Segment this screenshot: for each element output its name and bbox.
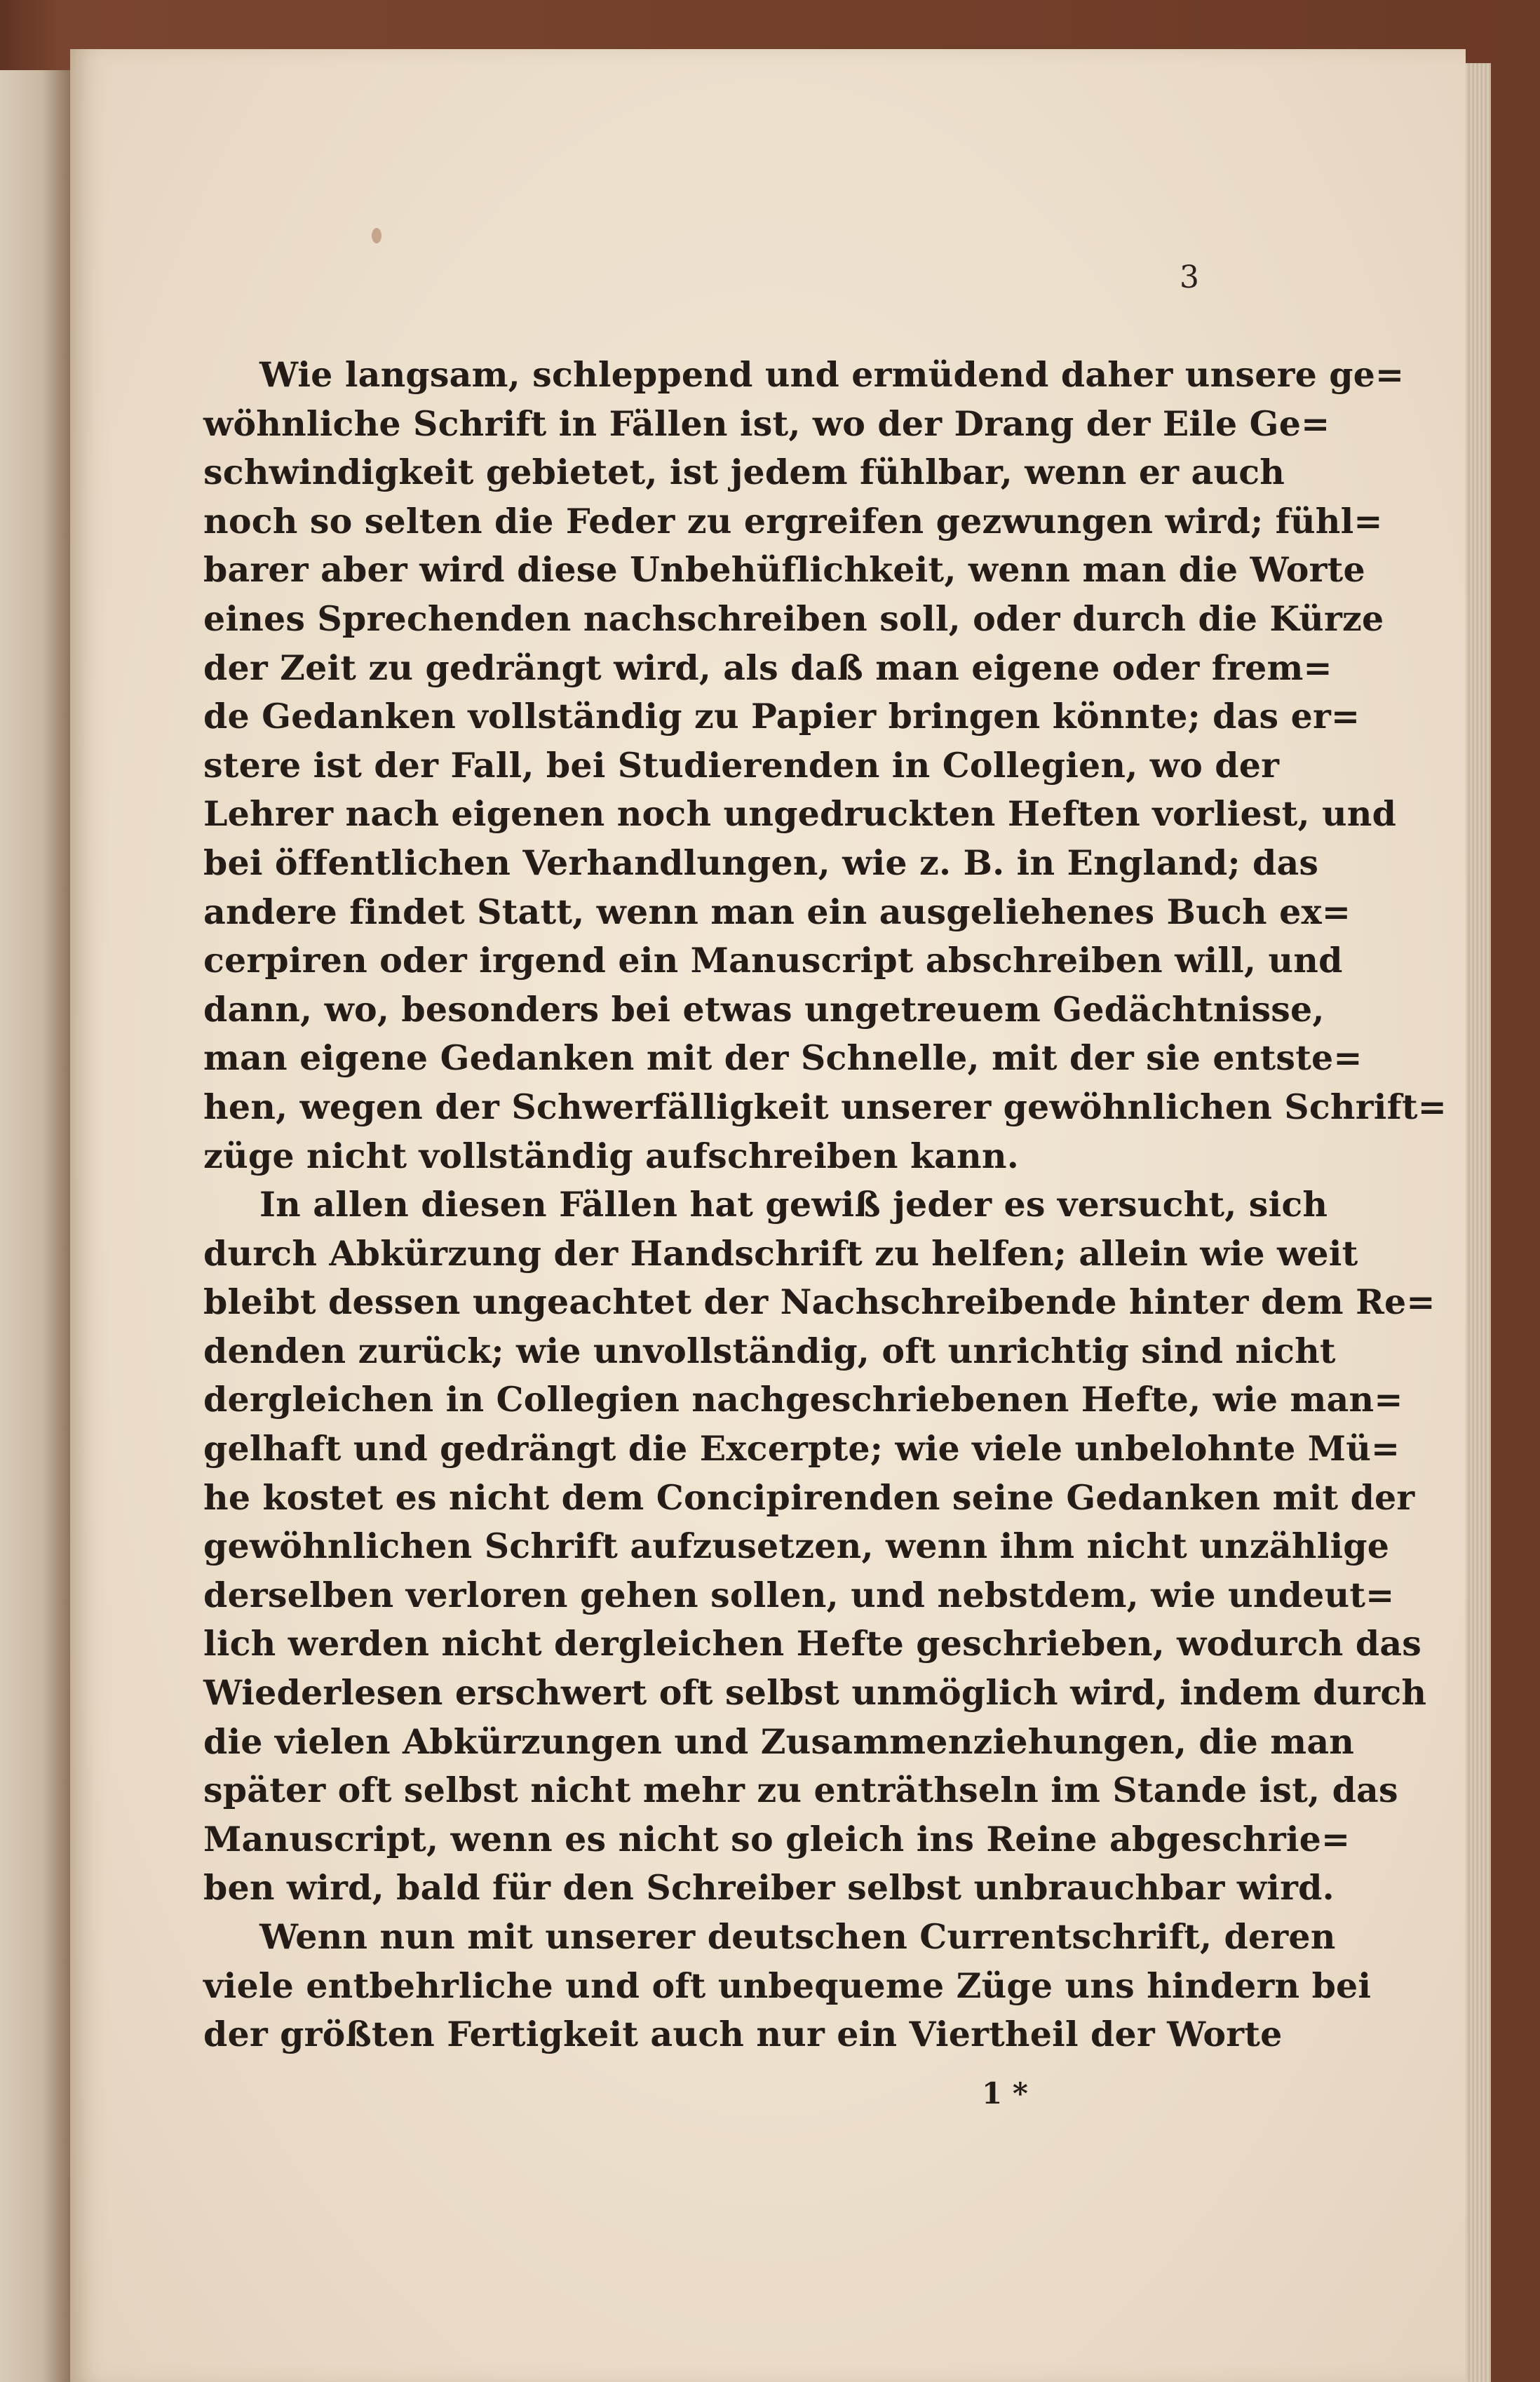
- text-line: barer aber wird diese Unbehüflichkeit, wenn man die Worte: [203, 549, 1365, 591]
- text-line: dann, wo, besonders bei etwas ungetreuem Gedächtnisse,: [203, 988, 1325, 1030]
- text-line: gewöhnlichen Schrift aufzusetzen, wenn ihm nicht unzählige: [203, 1526, 1390, 1567]
- text-line: Wie langsam, schleppend und ermüdend daher unsere ge=: [259, 354, 1405, 395]
- text-line: Lehrer nach eigenen noch ungedruckten Heften vorliest, und: [203, 793, 1397, 835]
- text-line: he kostet es nicht dem Concipirenden seine Gedanken mit der: [203, 1476, 1415, 1518]
- text-line: durch Abkürzung der Handschrift zu helfen; allein wie weit: [203, 1232, 1358, 1274]
- text-line: derselben verloren gehen sollen, und nebstdem, wie undeut=: [203, 1574, 1395, 1615]
- text-line: bei öffentlichen Verhandlungen, wie z. B. in England; das: [203, 842, 1319, 883]
- text-line: viele entbehrliche und oft unbequeme Züge uns hindern bei: [203, 1965, 1372, 2006]
- text-line: andere findet Statt, wenn man ein ausgeliehenes Buch ex=: [203, 891, 1351, 932]
- text-line: cerpiren oder irgend ein Manuscript abschreiben will, und: [203, 940, 1343, 981]
- text-line: man eigene Gedanken mit der Schnelle, mit der sie entste=: [203, 1037, 1363, 1079]
- text-line: gelhaft und gedrängt die Excerpte; wie viele unbelohnte Mü=: [203, 1428, 1400, 1469]
- text-line: der größten Fertigkeit auch nur ein Viertheil der Worte: [203, 2014, 1283, 2055]
- book-page: [70, 49, 1466, 2382]
- page-number: 3: [1180, 260, 1199, 295]
- text-line: später oft selbst nicht mehr zu enträthseln im Stande ist, das: [203, 1770, 1398, 1811]
- text-line: die vielen Abkürzungen und Zusammenziehungen, die man: [203, 1721, 1355, 1762]
- text-line: dergleichen in Collegien nachgeschriebenen Hefte, wie man=: [203, 1379, 1403, 1420]
- text-line: Wenn nun mit unserer deutschen Currentschrift, deren: [259, 1916, 1336, 1957]
- text-line: ben wird, bald für den Schreiber selbst unbrauchbar wird.: [203, 1867, 1335, 1909]
- text-line: hen, wegen der Schwerfälligkeit unserer gewöhnlichen Schrift=: [203, 1086, 1447, 1127]
- text-line: der Zeit zu gedrängt wird, als daß man eigene oder frem=: [203, 647, 1332, 688]
- text-line: de Gedanken vollständig zu Papier bringen könnte; das er=: [203, 696, 1360, 737]
- left-page-edge: [0, 70, 70, 2382]
- text-line: Wiederlesen erschwert oft selbst unmöglich wird, indem durch: [203, 1672, 1427, 1714]
- text-line: wöhnliche Schrift in Fällen ist, wo der Drang der Eile Ge=: [203, 403, 1330, 444]
- text-line: stere ist der Fall, bei Studierenden in Collegien, wo der: [203, 744, 1280, 786]
- paragraph-2: [203, 1180, 1436, 1913]
- paragraph-3: [203, 1913, 1372, 2059]
- text-line: In allen diesen Fällen hat gewiß jeder es versucht, sich: [259, 1184, 1328, 1225]
- text-line: Manuscript, wenn es nicht so gleich ins Reine abgeschrie=: [203, 1818, 1351, 1859]
- text-line: bleibt dessen ungeachtet der Nachschreibende hinter dem Re=: [203, 1281, 1436, 1323]
- body-text: [203, 351, 1447, 2059]
- paper-stain: [372, 228, 381, 243]
- signature-mark: 1 *: [982, 2076, 1028, 2111]
- page-stack-edge: [1463, 63, 1491, 2382]
- text-line: schwindigkeit gebietet, ist jedem fühlbar, wenn er auch: [203, 452, 1285, 493]
- text-line: lich werden nicht dergleichen Hefte geschrieben, wodurch das: [203, 1623, 1422, 1664]
- text-line: denden zurück; wie unvollständig, oft unrichtig sind nicht: [203, 1330, 1336, 1371]
- text-line: züge nicht vollständig aufschreiben kann.: [203, 1135, 1019, 1176]
- text-line: eines Sprechenden nachschreiben soll, oder durch die Kürze: [203, 598, 1384, 639]
- paragraph-1: [203, 351, 1447, 1180]
- text-line: noch so selten die Feder zu ergreifen gezwungen wird; fühl=: [203, 500, 1383, 541]
